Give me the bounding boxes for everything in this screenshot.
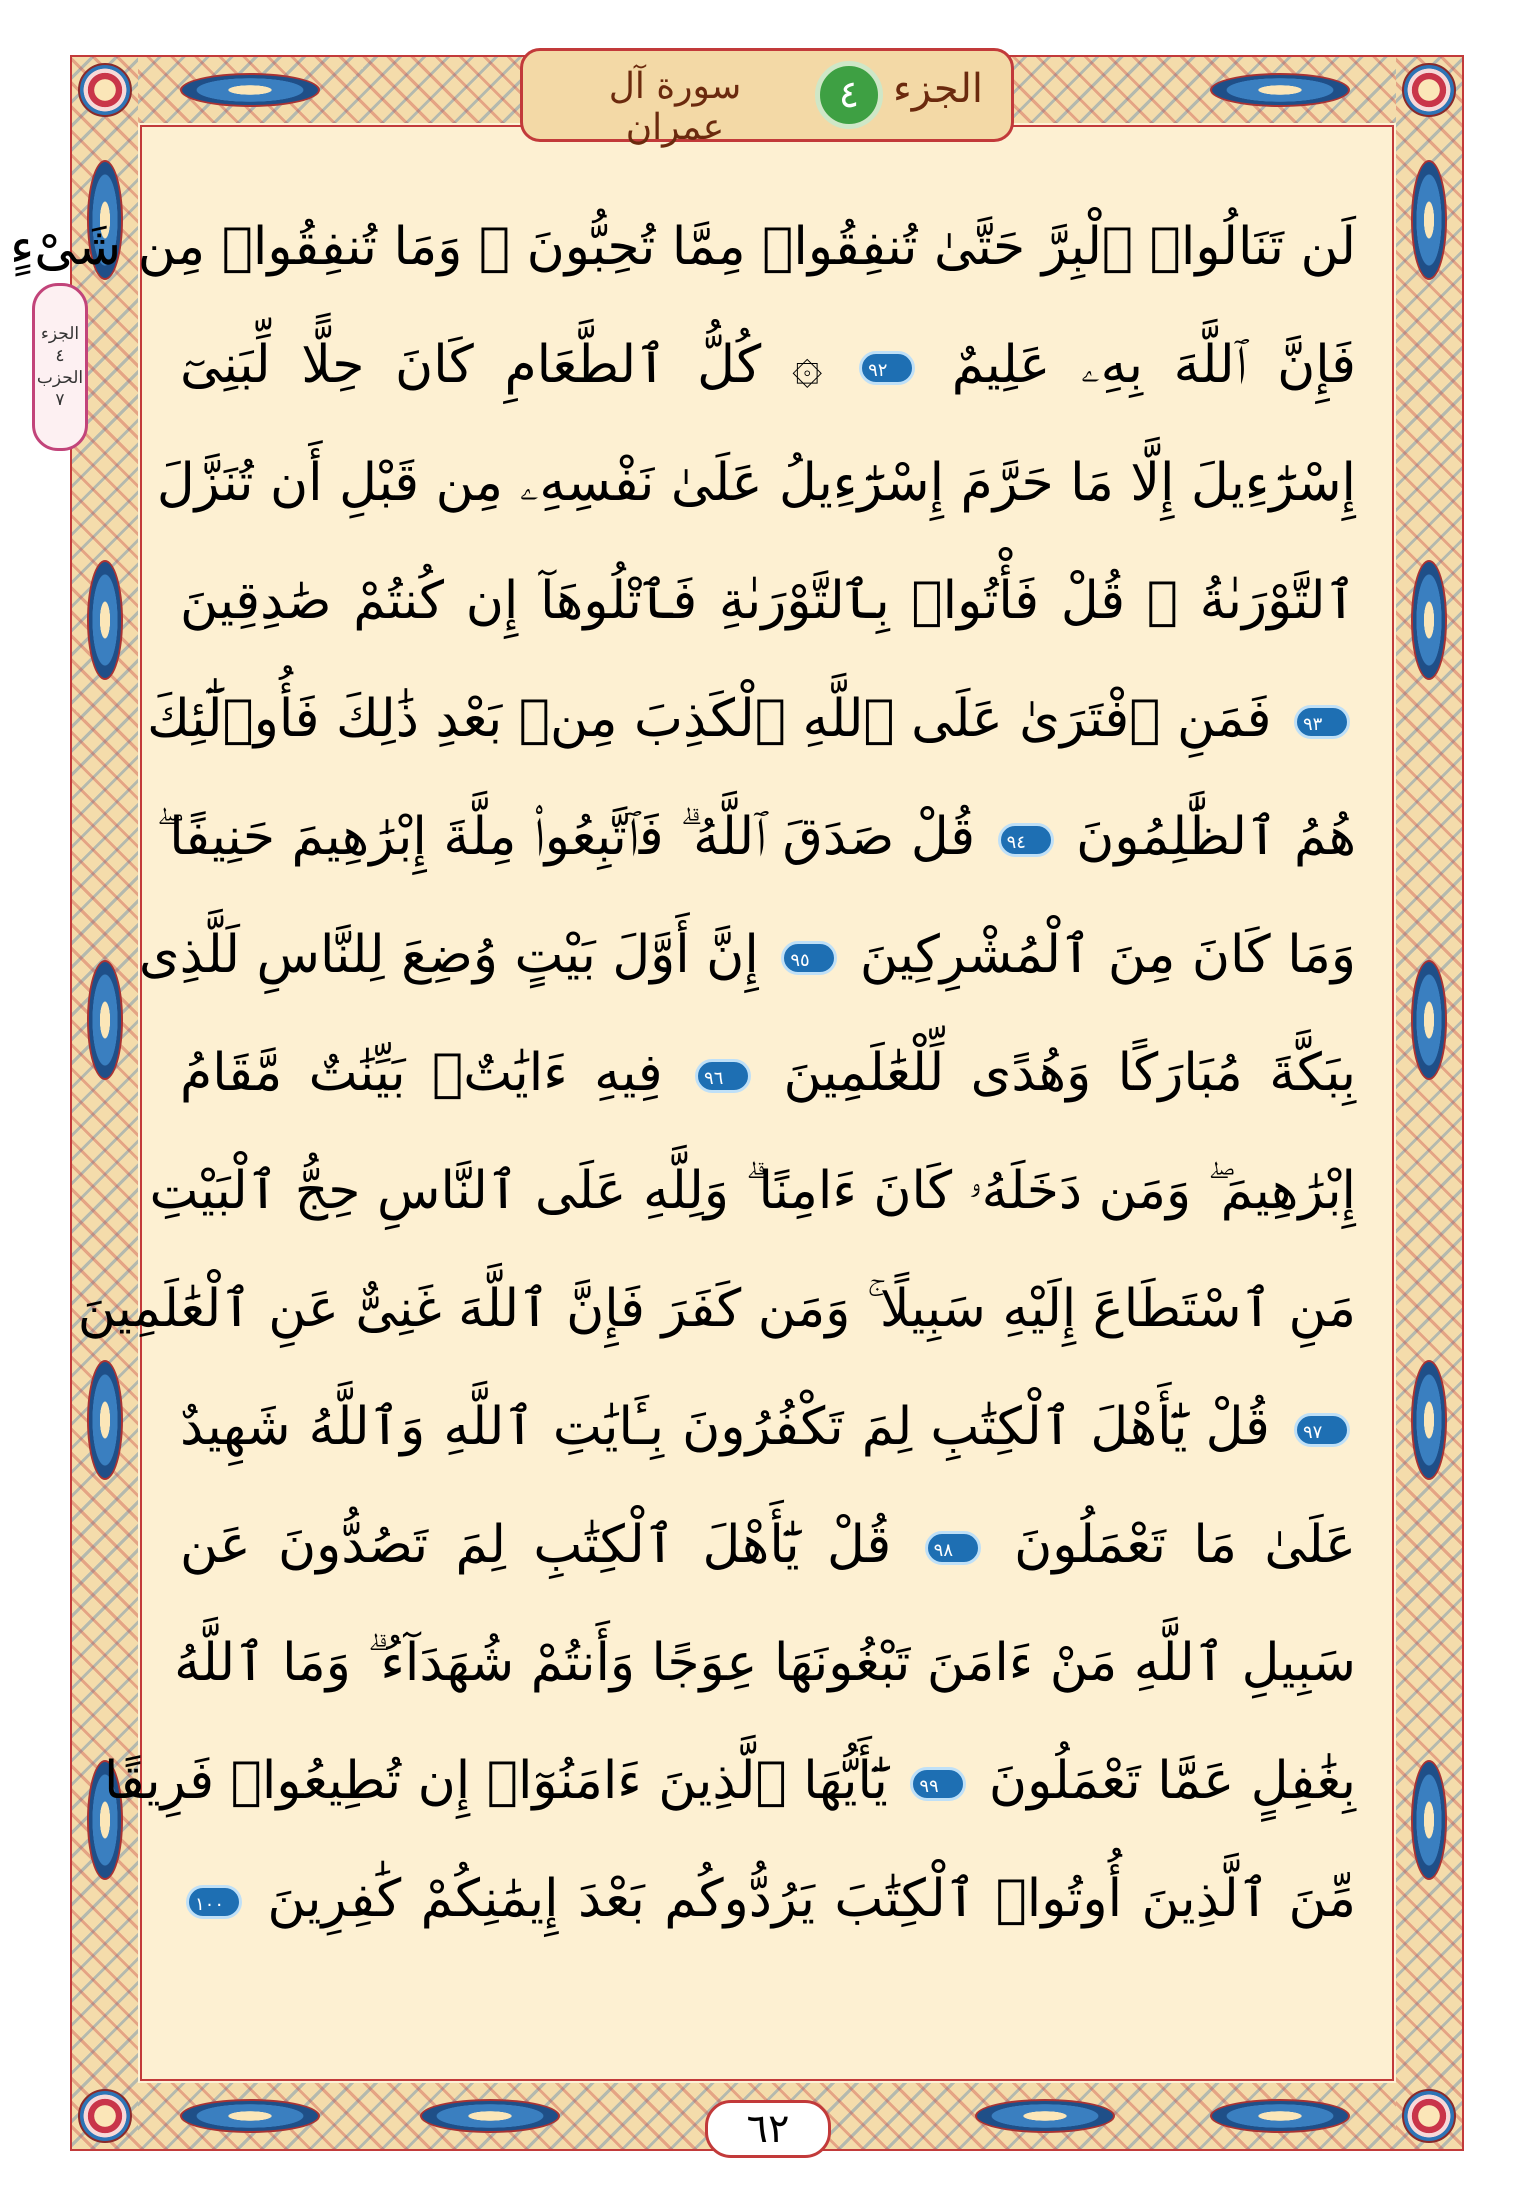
verse-line [180,1368,1356,1486]
surah-title: سورة آل عمران [608,66,742,148]
verse-text: فِيهِ ءَايَٰتٌۢ بَيِّنَٰتٌ مَّقَامُ [180,1043,663,1103]
juz-label: الجزء [893,66,983,112]
corner-medallion-icon [78,2089,132,2143]
verse-line [103,1722,1356,1840]
verse-line [9,188,1356,306]
verse-text: مَنِ ٱسْتَطَاعَ إِلَيْهِ سَبِيلًا ۚ وَمَن كَفَرَ فَإِنَّ ٱللَّهَ غَنِىٌّ عَنِ ٱلْعَٰلَمِينَ [77,1279,1356,1339]
border-oval-ornament-icon [1210,2099,1350,2133]
ayah-number-marker: ٩٦ [695,1059,751,1093]
verse-line [147,660,1356,778]
hizb-marker-juz-number: ٤ [55,346,65,366]
verse-text: قُلْ يَٰٓأَهْلَ ٱلْكِتَٰبِ لِمَ تَصُدُّونَ عَن [180,1515,892,1575]
border-oval-ornament-icon [1411,960,1447,1080]
ayah-number-marker: ٩٢ [859,351,915,385]
hizb-marker-hizb-number: ٧ [55,390,65,410]
verse-text: فَإِنَّ ٱللَّهَ بِهِۦ عَلِيمٌ [951,335,1357,395]
verse-line [180,1014,1356,1132]
border-oval-ornament-icon [1411,1760,1447,1880]
ayah-number-marker: ٩٣ [1294,705,1350,739]
border-oval-ornament-icon [420,2099,560,2133]
page-number: ٦٢ [705,2100,831,2158]
verse-text: بِغَٰفِلٍ عَمَّا تَعْمَلُونَ [988,1751,1356,1811]
verse-text: إِسْرَٰٓءِيلَ إِلَّا مَا حَرَّمَ إِسْرَٰٓءِيلُ عَلَىٰ نَفْسِهِۦ مِن قَبْلِ أَن تُنَزَّلَ [156,453,1356,513]
juz-number-badge: ٤ [815,61,883,129]
verse-text: ۞ كُلُّ ٱلطَّعَامِ كَانَ حِلًّا لِّبَنِىٓ [180,335,823,395]
ayah-number-marker: ٩٥ [781,941,837,975]
verse-line [180,306,1356,424]
verse-text: هُمُ ٱلظَّٰلِمُونَ [1076,807,1356,867]
verse-text: فَمَنِ ٱفْتَرَىٰ عَلَى ٱللَّهِ ٱلْكَذِبَ مِنۢ بَعْدِ ذَٰلِكَ فَأُو۟لَٰٓئِكَ [147,689,1272,749]
hizb-marker-hizb-label: الحزب [36,368,84,388]
border-oval-ornament-icon [1210,73,1350,107]
ayah-number-marker: ١٠٠ [186,1885,242,1919]
corner-medallion-icon [1402,63,1456,117]
corner-medallion-icon [1402,2089,1456,2143]
verse-text: إِبْرَٰهِيمَ ۖ وَمَن دَخَلَهُۥ كَانَ ءَامِنًا ۗ وَلِلَّهِ عَلَى ٱلنَّاسِ حِجُّ ٱلْبَيْتِ [149,1161,1356,1221]
hizb-marker-juz-label: الجزء [40,324,80,344]
verse-line [156,424,1356,542]
verse-line [149,1132,1356,1250]
verse-text: قُلْ صَدَقَ ٱللَّهُ ۗ فَٱتَّبِعُوا۟ مِلَّةَ إِبْرَٰهِيمَ حَنِيفًا ۖ [156,807,976,867]
border-oval-ornament-icon [975,2099,1115,2133]
ayah-number-marker: ٩٧ [1294,1413,1350,1447]
verse-line [138,896,1356,1014]
verse-text: إِنَّ أَوَّلَ بَيْتٍ وُضِعَ لِلنَّاسِ لَلَّذِى [138,925,759,985]
border-oval-ornament-icon [180,2099,320,2133]
verse-text: لَن تَنَالُوا۟ ٱلْبِرَّ حَتَّىٰ تُنفِقُوا۟ مِمَّا تُحِبُّونَ ۚ وَمَا تُنفِقُوا۟ مِن شَىْءٍ [9,217,1356,277]
border-oval-ornament-icon [87,960,123,1080]
verse-line [180,1486,1356,1604]
verse-text: مِّنَ ٱلَّذِينَ أُوتُوا۟ ٱلْكِتَٰبَ يَرُدُّوكُم بَعْدَ إِيمَٰنِكُمْ كَٰفِرِينَ [267,1869,1356,1929]
verse-text: ٱلتَّوْرَىٰةُ ۗ قُلْ فَأْتُوا۟ بِٱلتَّوْرَىٰةِ فَٱتْلُوهَآ إِن كُنتُمْ صَٰدِقِينَ [180,571,1356,631]
border-oval-ornament-icon [1411,560,1447,680]
border-oval-ornament-icon [1411,1360,1447,1480]
border-oval-ornament-icon [1411,160,1447,280]
ayah-number-marker: ٩٩ [910,1767,966,1801]
corner-medallion-icon [78,63,132,117]
verse-line [156,778,1356,896]
verse-text: قُلْ يَٰٓأَهْلَ ٱلْكِتَٰبِ لِمَ تَكْفُرُونَ بِـَٔايَٰتِ ٱللَّهِ وَٱللَّهُ شَهِيدٌ [180,1397,1270,1457]
verse-text: وَمَا كَانَ مِنَ ٱلْمُشْرِكِينَ [859,925,1356,985]
verse-text: عَلَىٰ مَا تَعْمَلُونَ [1014,1515,1356,1575]
verse-line [180,542,1356,660]
ayah-number-marker: ٩٤ [998,823,1054,857]
border-oval-ornament-icon [87,560,123,680]
verse-line [77,1250,1356,1368]
border-oval-ornament-icon [180,73,320,107]
ayah-number-marker: ٩٨ [925,1531,981,1565]
verse-text: سَبِيلِ ٱللَّهِ مَنْ ءَامَنَ تَبْغُونَهَا عِوَجًا وَأَنتُمْ شُهَدَآءُ ۗ وَمَا ٱللَّهُ [174,1633,1356,1693]
border-oval-ornament-icon [87,1360,123,1480]
verse-line [180,1840,1356,1958]
hizb-marker [32,283,88,451]
verse-text: بِبَكَّةَ مُبَارَكًا وَهُدًى لِّلْعَٰلَمِينَ [783,1043,1356,1103]
verse-line [174,1604,1356,1722]
verse-text: يَٰٓأَيُّهَا ٱلَّذِينَ ءَامَنُوٓا۟ إِن تُطِيعُوا۟ فَرِيقًا [103,1751,888,1811]
